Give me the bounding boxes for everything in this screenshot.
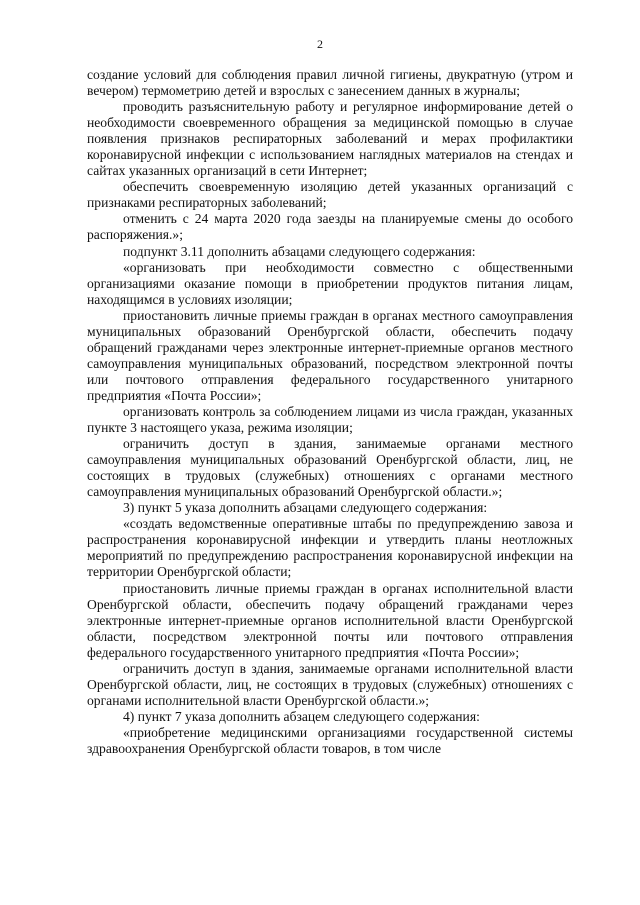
paragraph-12: приостановить личные приемы граждан в органах исполнительной власти Оренбургской области, обеспечить подачу обращений гражданами через электронные интернет-приемные органов исполнительной власти Оренбургской области, посредством электронной почты или почтового отправления федерального государственного унитарного предприятия «Почта России»;: [87, 580, 573, 660]
page-number: 2: [317, 37, 323, 51]
paragraph-9: ограничить доступ в здания, занимаемые органами местного самоуправления муниципальных образований Оренбургской области, лиц, не состоящих в трудовых (служебных) отношениях с органами местного самоуправления муниципальных образований Оренбургской области.»;: [87, 436, 573, 500]
paragraph-4: отменить с 24 марта 2020 года заезды на планируемые смены до особого распоряжения.»;: [87, 211, 573, 243]
paragraph-15: «приобретение медицинскими организациями государственной системы здравоохранения Оренбургской области товаров, в том числе: [87, 724, 573, 756]
paragraph-13: ограничить доступ в здания, занимаемые органами исполнительной власти Оренбургской области, лиц, не состоящих в трудовых (служебных) отношениях с органами исполнительной власти Оренбургской области.»;: [87, 660, 573, 708]
paragraph-10: 3) пункт 5 указа дополнить абзацами следующего содержания:: [123, 500, 488, 516]
document-body: [87, 67, 573, 757]
paragraph-14: 4) пункт 7 указа дополнить абзацем следующего содержания:: [123, 708, 480, 724]
paragraph-6: «организовать при необходимости совместно с общественными организациями оказание помощи в приобретении продуктов питания лицам, находящимся в условиях изоляции;: [87, 259, 573, 307]
paragraph-8: организовать контроль за соблюдением лицами из числа граждан, указанных пункте 3 настоящего указа, режима изоляции;: [87, 403, 573, 436]
paragraph-7: приостановить личные приемы граждан в органах местного самоуправления муниципальных образований Оренбургской области, обеспечить подачу обращений гражданами через электронные интернет-приемные органов местного самоуправления муниципальных образований, посредством электронной почты или почтового отправления федерального государственного унитарного предприятия «Почта России»;: [87, 307, 573, 403]
paragraph-5: подпункт 3.11 дополнить абзацами следующего содержания:: [123, 243, 476, 259]
paragraph-3: обеспечить своевременную изоляцию детей указанных организаций с признаками респираторных заболеваний;: [87, 179, 573, 211]
paragraph-11: «создать ведомственные оперативные штабы по предупреждению завоза и распространения коронавирусной инфекции и утвердить планы неотложных мероприятий по предупреждению распространения коронавирусной инфекции на территории Оренбургской области;: [87, 516, 573, 580]
paragraph-2: проводить разъяснительную работу и регулярное информирование детей о необходимости своевременного обращения за медицинской помощью в случае появления признаков респираторных заболеваний и мерах профилактики коронавирусной инфекции с использованием наглядных материалов на стендах и сайтах указанных организаций в сети Интернет;: [87, 99, 573, 179]
paragraph-1: создание условий для соблюдения правил личной гигиены, двукратную (утром и вечером) термометрию детей и взрослых с занесением данных в журналы;: [87, 67, 573, 99]
